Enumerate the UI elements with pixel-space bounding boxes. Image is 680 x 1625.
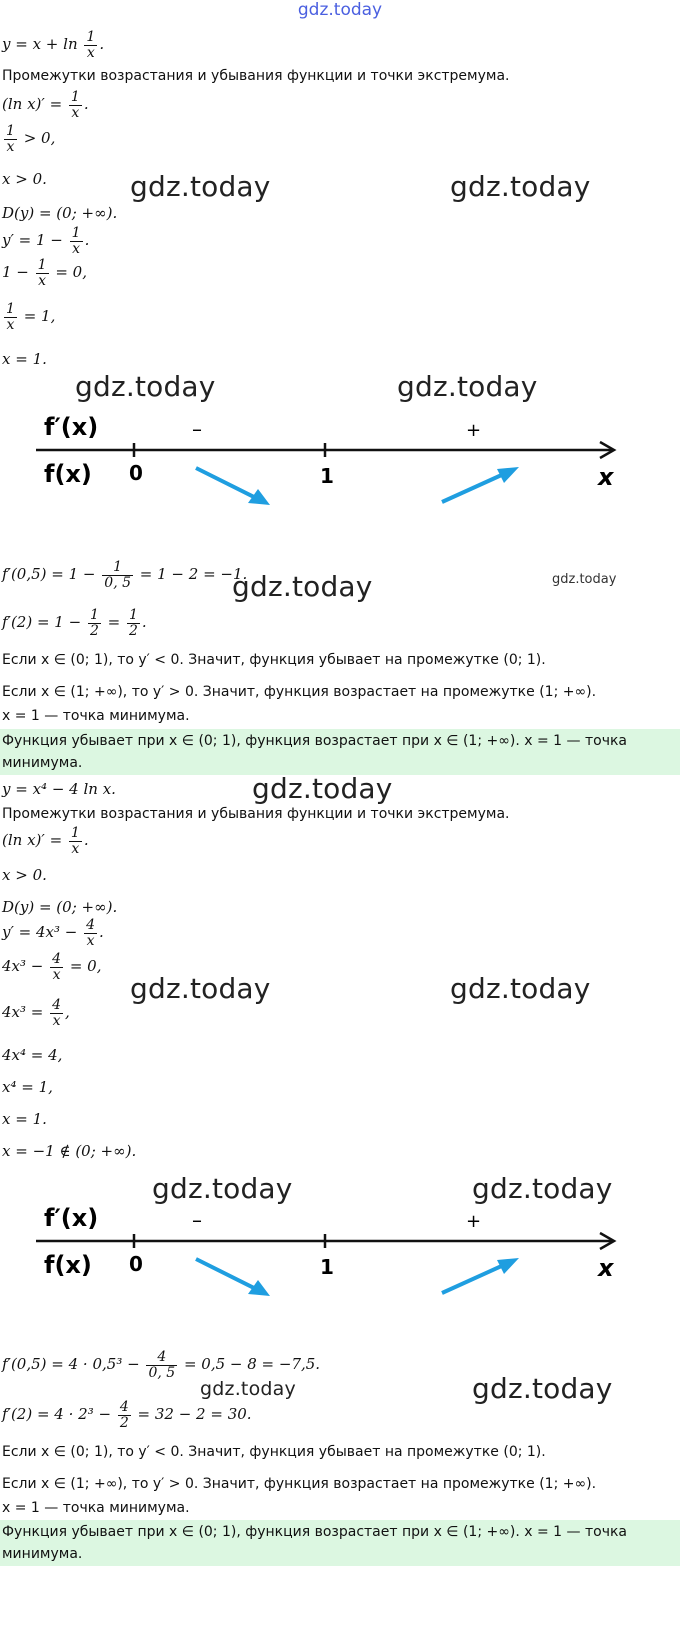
- tick-label-0: 0: [129, 1252, 143, 1276]
- increasing-arrowhead: [497, 467, 519, 483]
- watermark: gdz.today: [472, 1172, 613, 1205]
- heading-2: Промежутки возрастания и убывания функции и точки экстремума.: [2, 806, 510, 822]
- tick-label-1: 1: [320, 1255, 334, 1279]
- f-prime-half-2: f′(0,5) = 4 · 0,5³ − $\frac{4}{0, 5}$ = 0,5 − 8 = −7,5.: [2, 1349, 321, 1381]
- watermark: gdz.today: [130, 972, 271, 1005]
- condition-decrease-1: Если x ∈ (0; 1), то y′ < 0. Значит, функция убывает на промежутке (0; 1).: [2, 652, 546, 668]
- condition-decrease-2: Если x ∈ (0; 1), то y′ < 0. Значит, функция убывает на промежутке (0; 1).: [2, 1444, 546, 1460]
- x-axis-label: x: [598, 463, 614, 491]
- y-derivative-1: y′ = 1 − $\frac{1}{x}$ .: [2, 225, 90, 257]
- f-label: f(x): [44, 460, 92, 488]
- equation-2a: 4x³ − $\frac{4}{x}$ = 0,: [2, 951, 102, 983]
- x-equals-1: x = 1.: [2, 350, 47, 368]
- x-equals-2: x = 1.: [2, 1110, 47, 1128]
- domain-2: D(y) = (0; +∞).: [2, 898, 118, 916]
- watermark: gdz.today: [252, 772, 393, 805]
- minus-sign: –: [192, 417, 202, 441]
- f-prime-half-1: f′(0,5) = 1 − $\frac{1}{0, 5}$ = 1 − 2 = −1.: [2, 559, 248, 591]
- answer-box-2: [0, 1520, 680, 1566]
- function-2: y = x⁴ − 4 ln x.: [2, 780, 116, 798]
- condition-increase-1: Если x ∈ (1; +∞), то y′ > 0. Значит, функция возрастает на промежутке (1; +∞).: [2, 684, 597, 700]
- equation-2c: 4x⁴ = 4,: [2, 1046, 63, 1064]
- ln-derivative-2: (ln x)′ = $\frac{1}{x}$ .: [2, 825, 89, 857]
- watermark: gdz.today: [130, 170, 271, 203]
- f-label: f(x): [44, 1251, 92, 1279]
- watermark: gdz.today: [397, 370, 538, 403]
- fprime-label: f′(x): [44, 1204, 99, 1232]
- decreasing-arrow: [196, 1259, 258, 1290]
- watermark: gdz.today: [472, 1372, 613, 1405]
- watermark: gdz.today: [450, 972, 591, 1005]
- x-excluded-2: x = −1 ∉ (0; +∞).: [2, 1142, 137, 1160]
- function-1: y = x + ln $\frac{1}{x}$ .: [2, 29, 105, 61]
- minimum-point-2: x = 1 — точка минимума.: [2, 1500, 190, 1516]
- equation-2d: x⁴ = 1,: [2, 1078, 53, 1096]
- increasing-arrow: [442, 1264, 506, 1293]
- y-derivative-2: y′ = 4x³ − $\frac{4}{x}$ .: [2, 917, 104, 949]
- x-positive-2: x > 0.: [2, 866, 47, 884]
- watermark: gdz.today: [450, 170, 591, 203]
- domain-1: D(y) = (0; +∞).: [2, 204, 118, 222]
- heading-1: Промежутки возрастания и убывания функции и точки экстремума.: [2, 68, 510, 84]
- minimum-point-1: x = 1 — точка минимума.: [2, 708, 190, 724]
- tick-label-1: 1: [320, 464, 334, 488]
- increasing-arrow: [442, 473, 506, 502]
- increasing-arrowhead: [497, 1258, 519, 1274]
- f-prime-two-1: f′(2) = 1 − $\frac{1}{2}$ = $\frac{1}{2}$ .: [2, 607, 147, 639]
- watermark: gdz.today: [200, 1378, 296, 1400]
- condition-increase-2: Если x ∈ (1; +∞), то y′ > 0. Значит, функция возрастает на промежутке (1; +∞).: [2, 1476, 597, 1492]
- equation-1a: 1 − $\frac{1}{x}$ = 0,: [2, 257, 87, 289]
- ineq-1: $\frac{1}{x}$ > 0,: [6, 123, 56, 155]
- f-prime-two-2: f′(2) = 4 · 2³ − $\frac{4}{2}$ = 32 − 2 = 30.: [2, 1399, 252, 1431]
- decreasing-arrow: [196, 468, 258, 499]
- answer-text-1: Функция убывает при x ∈ (0; 1), функция возрастает при x ∈ (1; +∞). x = 1 — точка минимума.: [2, 733, 627, 771]
- x-axis-label: x: [598, 1254, 614, 1282]
- watermark: gdz.today: [152, 1172, 293, 1205]
- answer-text-2: Функция убывает при x ∈ (0; 1), функция возрастает при x ∈ (1; +∞). x = 1 — точка минимума.: [2, 1524, 627, 1562]
- sign-diagram-1: [0, 405, 680, 515]
- plus-sign: +: [466, 420, 482, 441]
- x-positive-1: x > 0.: [2, 170, 47, 188]
- watermark-small: gdz.today: [552, 572, 617, 587]
- ln-derivative-1: (ln x)′ = $\frac{1}{x}$ .: [2, 89, 89, 121]
- top-watermark: gdz.today: [297, 0, 383, 20]
- fprime-label: f′(x): [44, 413, 99, 441]
- watermark: gdz.today: [232, 570, 373, 603]
- minus-sign: –: [192, 1208, 202, 1232]
- watermark: gdz.today: [75, 370, 216, 403]
- sign-diagram-2: [0, 1196, 680, 1306]
- equation-1b: $\frac{1}{x}$ = 1,: [6, 301, 56, 333]
- tick-label-0: 0: [129, 461, 143, 485]
- equation-2b: 4x³ = $\frac{4}{x}$ ,: [2, 997, 70, 1029]
- plus-sign: +: [466, 1211, 482, 1232]
- answer-box-1: [0, 729, 680, 775]
